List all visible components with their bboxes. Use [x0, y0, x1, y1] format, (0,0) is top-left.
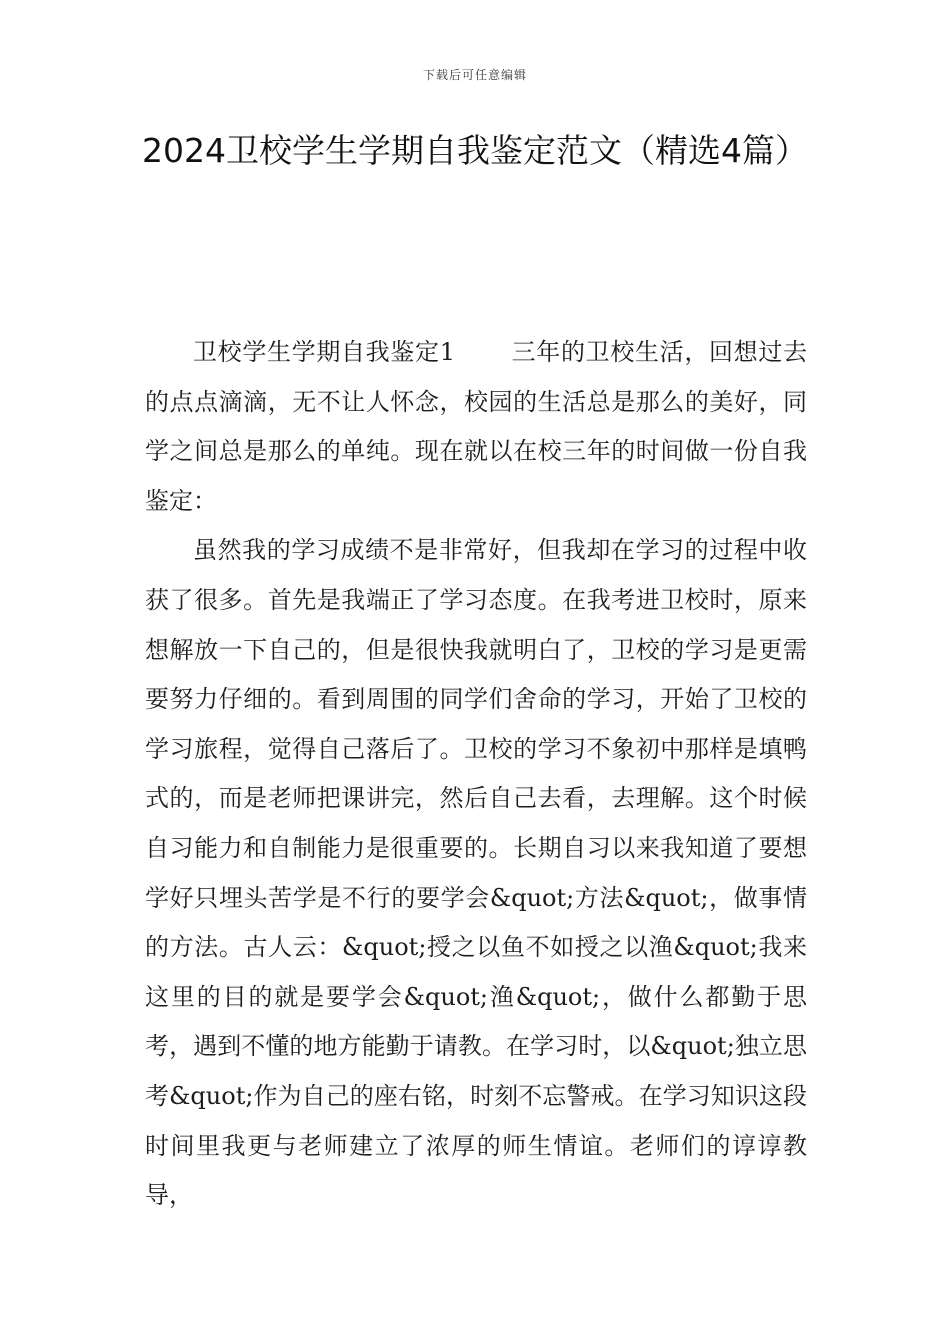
document-body [145, 328, 807, 1221]
paragraph-1-text: 三年的卫校生活，回想过去的点点滴滴，无不让人怀念，校园的生活总是那么的美好，同学之间总是那么的单纯。现在就以在校三年的时间做一份自我鉴定： [145, 338, 807, 515]
header-note: 下载后可任意编辑 [422, 68, 527, 82]
section-heading: 卫校学生学期自我鉴定1 [193, 338, 455, 366]
document-title: 2024卫校学生学期自我鉴定范文（精选4篇） [142, 131, 808, 170]
paragraph-2: 虽然我的学习成绩不是非常好，但我却在学习的过程中收获了很多。首先是我端正了学习态度。在我考进卫校时，原来想解放一下自己的，但是很快我就明白了，卫校的学习是更需要努力仔细的。看到周围的同学们舍命的学习，开始了卫校的学习旅程，觉得自己落后了。卫校的学习不象初中那样是填鸭式的，而是老师把课讲完，然后自己去看，去理解。这个时候自习能力和自制能力是很重要的。长期自习以来我知道了要想学好只埋头苦学是不行的要学会&quot;方法&quot;，做事情的方法。古人云：&quot;授之以鱼不如授之以渔&quot;我来这里的目的就是要学会&quot;渔&quot;，做什么都勤于思考，遇到不懂的地方能勤于请教。在学习时，以&quot;独立思考&quot;作为自己的座右铭，时刻不忘警戒。在学习知识这段时间里我更与老师建立了浓厚的师生情谊。老师们的谆谆教导， [145, 536, 807, 1210]
paragraph-1 [145, 328, 807, 526]
